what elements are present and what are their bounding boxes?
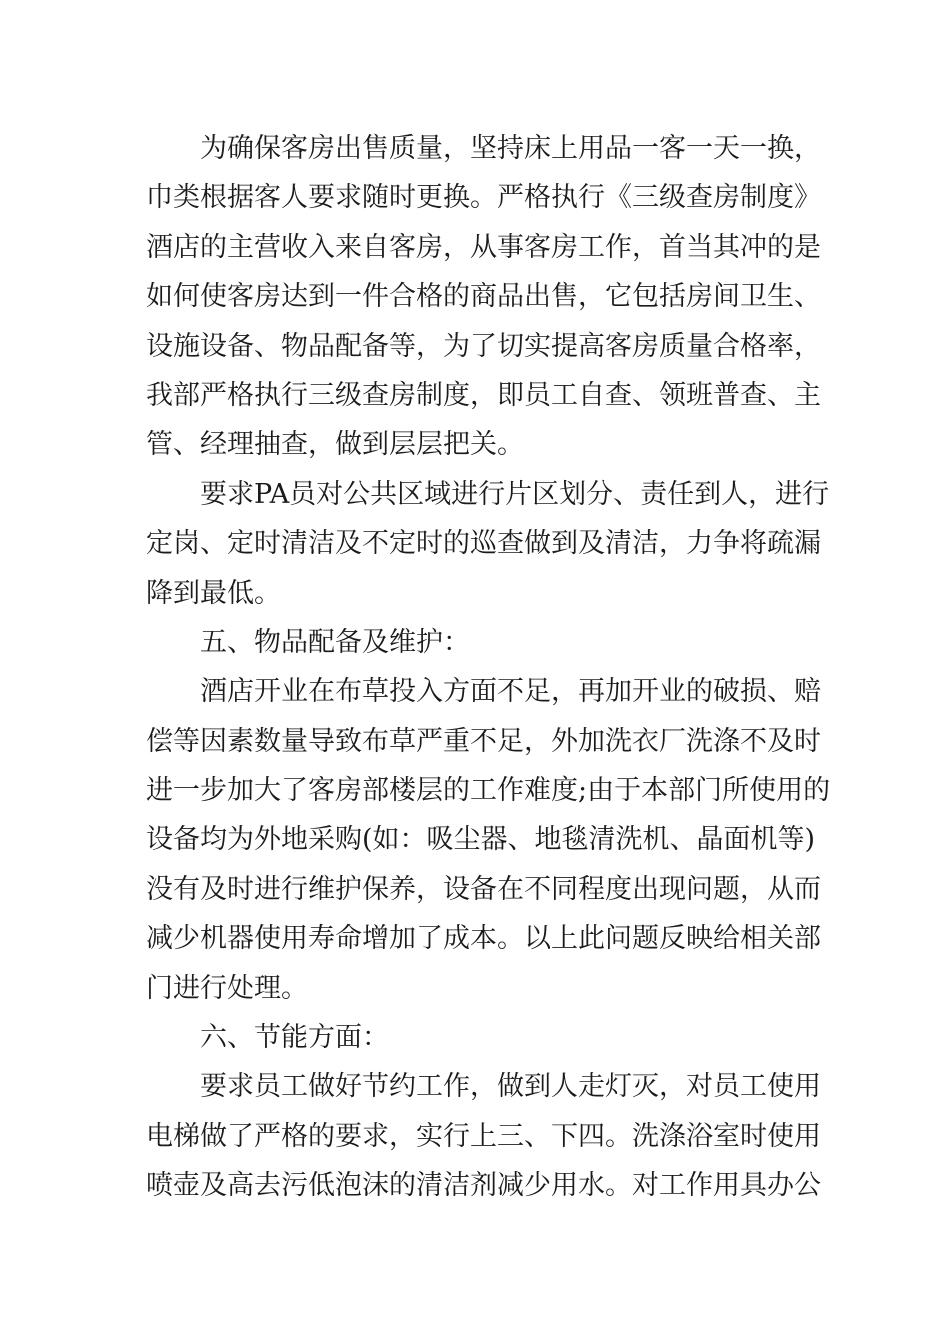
text-line: 进一步加大了客房部楼层的工作难度;由于本部门所使用的 (146, 775, 831, 807)
text-line: 酒店开业在布草投入方面不足，再加开业的破损、赔 (200, 676, 821, 708)
text-line: 我部严格执行三级查房制度，即员工自查、领班普查、主 (146, 379, 821, 411)
text-line: 偿等因素数量导致布草严重不足，外加洗衣厂洗涤不及时 (146, 725, 821, 757)
text-line: 为确保客房出售质量，坚持床上用品一客一天一换， (200, 133, 821, 164)
section-heading: 五、物品配备及维护： (200, 626, 470, 658)
text-line: 减少机器使用寿命增加了成本。以上此问题反映给相关部 (146, 923, 821, 955)
text-line: 巾类根据客人要求随时更换。严格执行《三级查房制度》 (146, 182, 821, 214)
text-line: 喷壶及高去污低泡沫的清洁剂减少用水。对工作用具办公 (146, 1170, 821, 1202)
text-line: 要求员工做好节约工作，做到人走灯灭，对员工使用 (200, 1071, 821, 1103)
text-line: 如何使客房达到一件合格的商品出售，它包括房间卫生、 (146, 281, 821, 313)
section-heading: 六、节能方面： (200, 1022, 389, 1054)
text-line: 要求PA员对公共区域进行片区划分、责任到人，进行 (200, 478, 830, 510)
text-line: 降到最低。 (146, 577, 281, 609)
text-line: 设施设备、物品配备等，为了切实提高客房质量合格率， (146, 330, 821, 362)
text-line: 电梯做了严格的要求，实行上三、下四。洗涤浴室时使用 (146, 1120, 821, 1152)
text-line: 设备均为外地采购(如：吸尘器、地毯清洗机、晶面机等) (146, 824, 816, 856)
text-line: 管、经理抽查，做到层层把关。 (146, 429, 524, 461)
text-line: 门进行处理。 (146, 972, 308, 1004)
document-body (146, 124, 831, 1211)
text-line: 没有及时进行维护保养，设备在不同程度出现问题，从而 (146, 873, 821, 905)
text-line: 酒店的主营收入来自客房，从事客房工作，首当其冲的是 (146, 231, 821, 263)
text-line: 定岗、定时清洁及不定时的巡查做到及清洁，力争将疏漏 (146, 528, 821, 560)
